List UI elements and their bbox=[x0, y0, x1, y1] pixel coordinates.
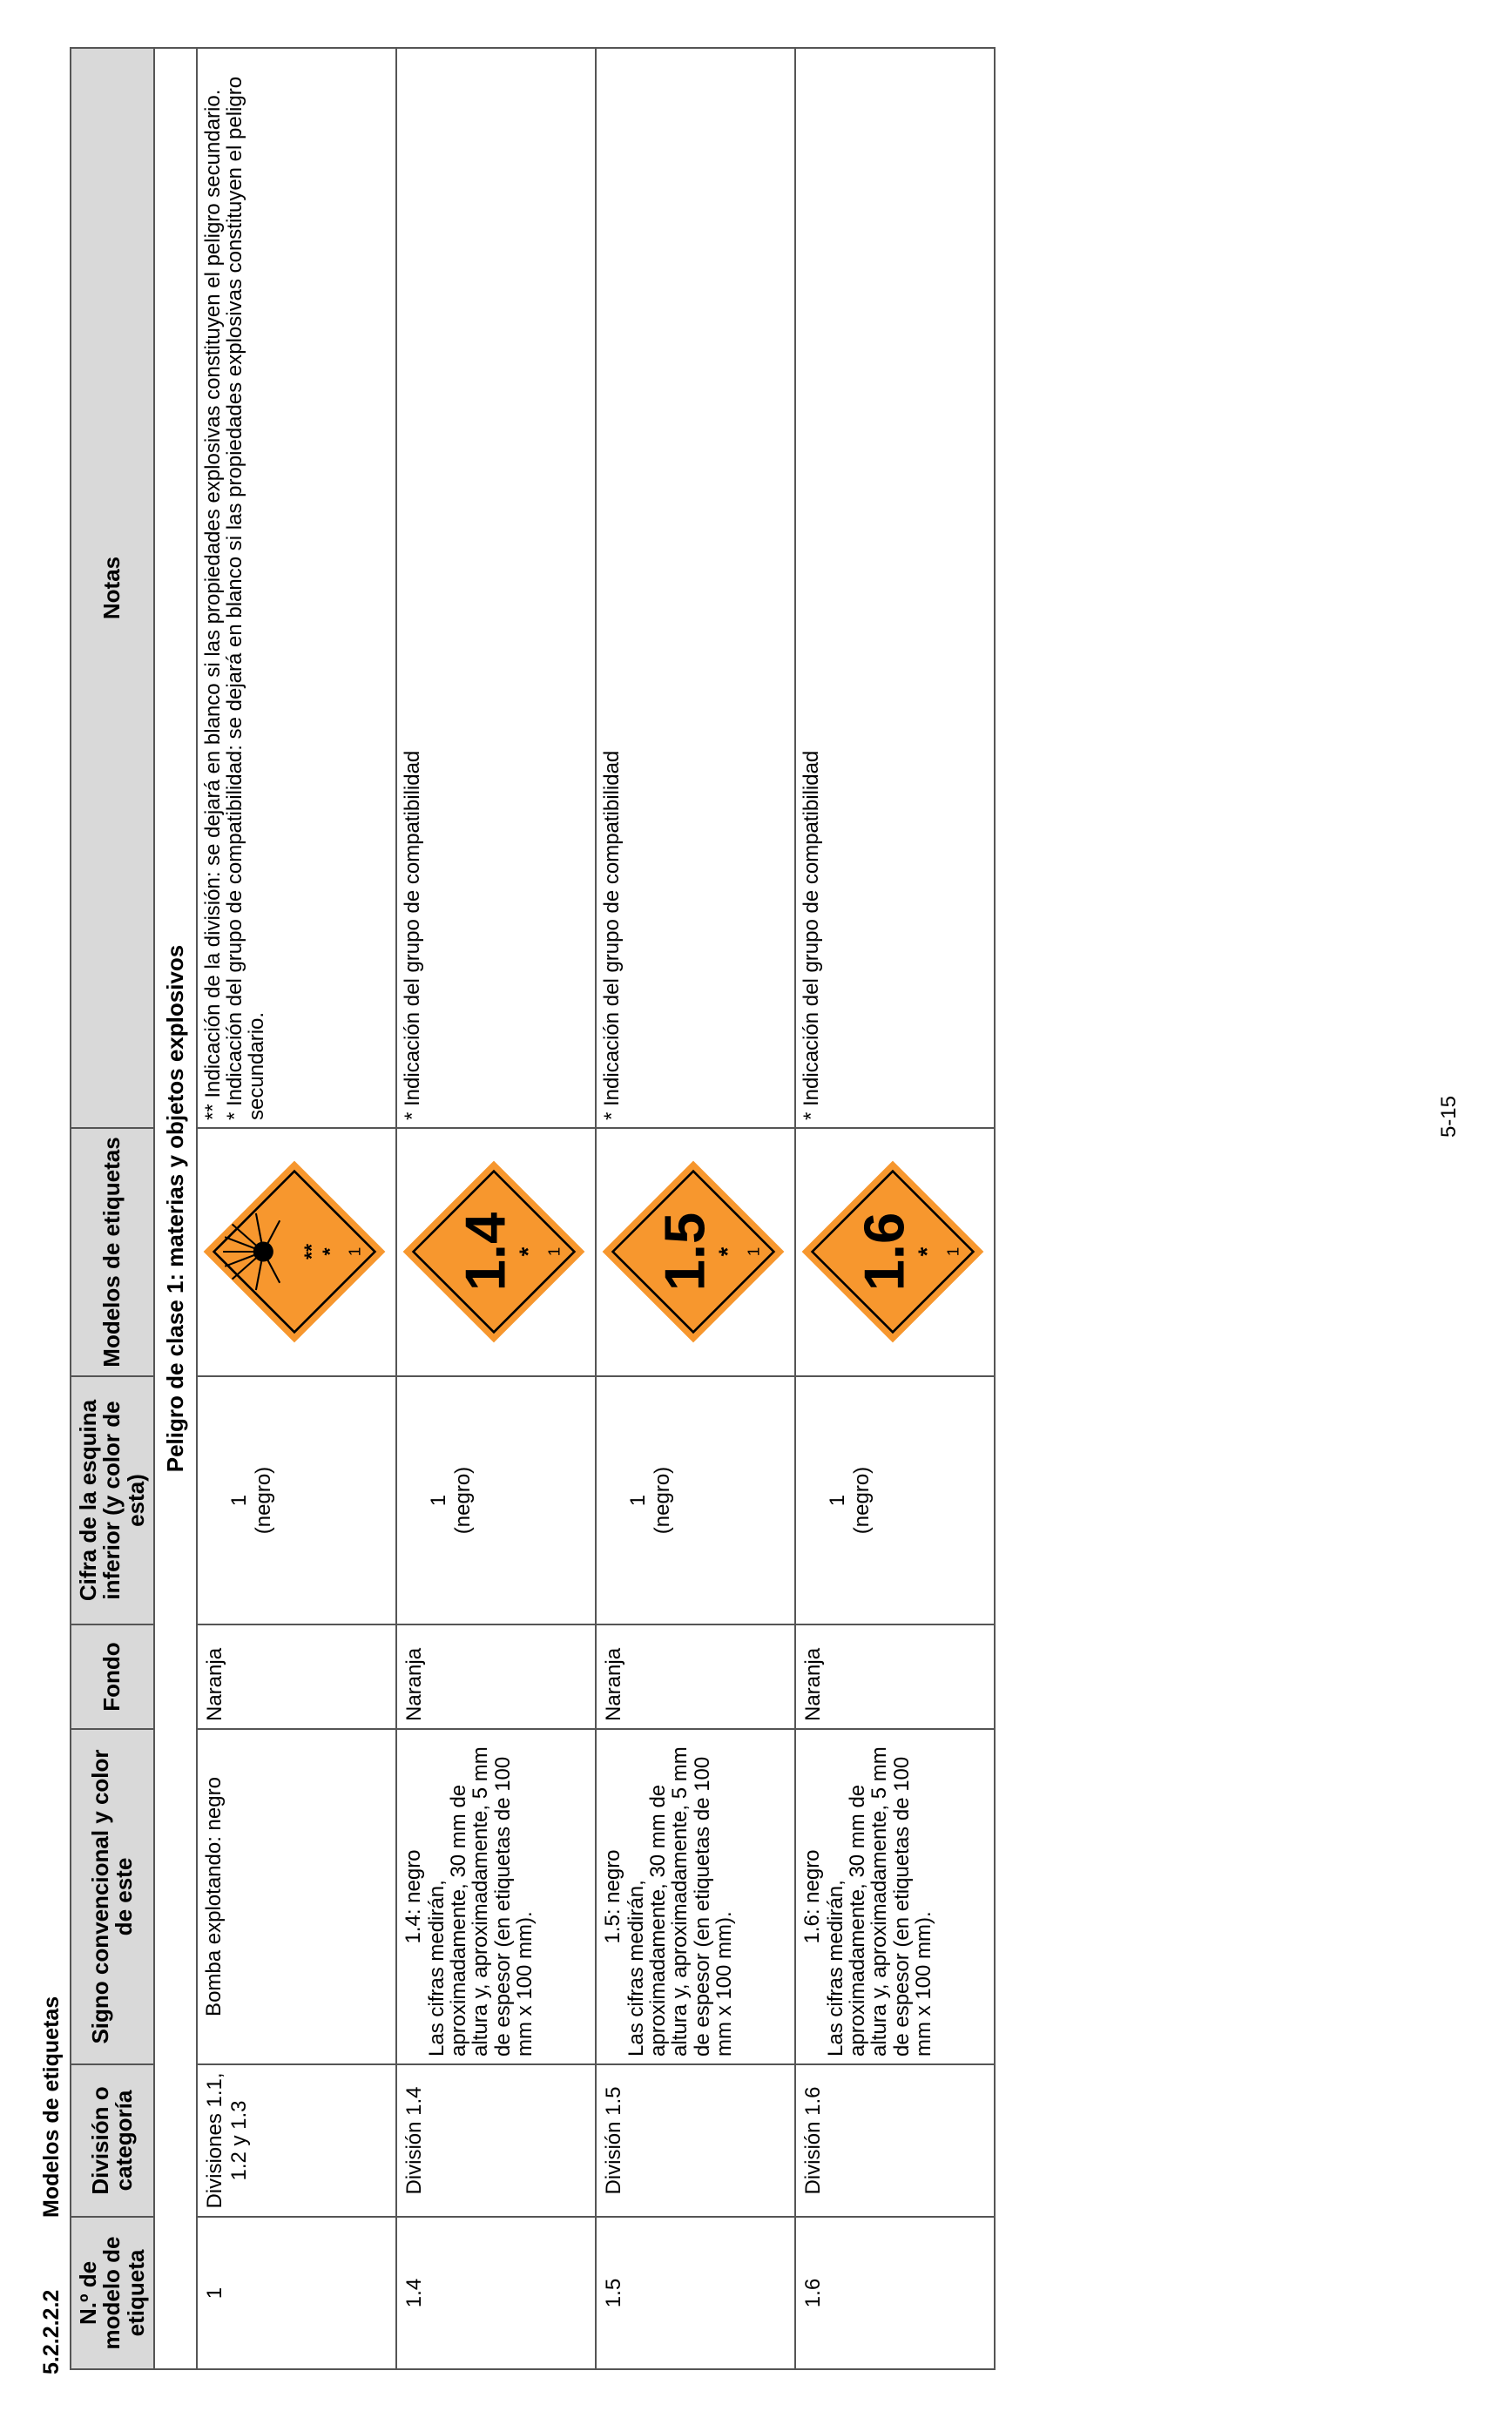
table-row bbox=[197, 48, 396, 2369]
division-label-icon bbox=[602, 1161, 785, 1344]
header-notes: Notas bbox=[71, 48, 154, 1128]
label-corner-number: 1 bbox=[745, 1247, 764, 1257]
division-label-icon bbox=[801, 1161, 984, 1344]
class-band: Peligro de clase 1: materias y objetos explosivos bbox=[154, 48, 197, 2369]
label-corner-number: 1 bbox=[545, 1247, 564, 1257]
division-cell: División 1.6 bbox=[795, 2064, 995, 2217]
label-model-cell bbox=[197, 1128, 396, 1376]
header-row bbox=[71, 48, 154, 2369]
class-band-row bbox=[154, 48, 197, 2369]
compatibility-mark: * bbox=[913, 1247, 941, 1257]
corner-number-cell bbox=[795, 1376, 995, 1624]
corner-number-cell bbox=[396, 1376, 596, 1624]
header-corner: Cifra de la esquina inferior (y color de esta) bbox=[71, 1376, 154, 1624]
compatibility-mark: * bbox=[318, 1248, 341, 1256]
label-model-cell bbox=[795, 1128, 995, 1376]
note-line: * Indicación del grupo de compatibilidad: se dejará en blanco si las propiedades explosivas constituyen el peligro secundario. bbox=[222, 76, 268, 1120]
division-cell: Divisiones 1.1, 1.2 y 1.3 bbox=[197, 2064, 396, 2217]
section-title: Modelos de etiquetas bbox=[39, 1996, 64, 2218]
notes-cell bbox=[197, 48, 396, 1128]
sign-detail: Las cifras medirán, aproximadamente, 30 mm de altura y, aproximadamente, 5 mm de espesor (en etiquetas de 100 mm x 100 mm). bbox=[824, 1746, 935, 2057]
division-cell: División 1.5 bbox=[596, 2064, 795, 2217]
header-division: División o categoría bbox=[71, 2064, 154, 2217]
sign-main: Bomba explotando: negro bbox=[201, 1777, 226, 2016]
corner-color: (negro) bbox=[849, 1466, 874, 1535]
table-row bbox=[795, 48, 995, 2369]
corner-color: (negro) bbox=[251, 1466, 275, 1535]
note-line: * Indicación del grupo de compatibilidad bbox=[599, 750, 624, 1120]
division-label-icon bbox=[402, 1161, 585, 1344]
division-cell: División 1.4 bbox=[396, 2064, 596, 2217]
sign-detail: Las cifras medirán, aproximadamente, 30 mm de altura y, aproximadamente, 5 mm de espesor (en etiquetas de 100 mm x 100 mm). bbox=[624, 1746, 736, 2057]
label-corner-number: 1 bbox=[346, 1247, 365, 1257]
sign-main: 1.6: negro bbox=[800, 1849, 824, 1944]
explosive-bomb-label-icon bbox=[203, 1161, 386, 1344]
header-label-models: Modelos de etiquetas bbox=[71, 1128, 154, 1376]
label-division-number: 1.5 bbox=[652, 1212, 717, 1292]
background-cell: Naranja bbox=[596, 1624, 795, 1729]
label-model-cell bbox=[596, 1128, 795, 1376]
section-number: 5.2.2.2.2 bbox=[39, 2289, 64, 2374]
label-model-cell bbox=[396, 1128, 596, 1376]
sign-detail: Las cifras medirán, aproximadamente, 30 mm de altura y, aproximadamente, 5 mm de espesor (en etiquetas de 100 mm x 100 mm). bbox=[425, 1746, 537, 2057]
sign-cell bbox=[596, 1729, 795, 2064]
corner-number-cell bbox=[197, 1376, 396, 1624]
compatibility-mark: * bbox=[514, 1247, 542, 1257]
model-number-cell: 1.4 bbox=[396, 2217, 596, 2369]
sign-main: 1.4: negro bbox=[401, 1849, 425, 1944]
page-number: 5-15 bbox=[1437, 1096, 1461, 1138]
table-row bbox=[396, 48, 596, 2369]
sign-cell bbox=[396, 1729, 596, 2064]
sign-main: 1.5: negro bbox=[600, 1849, 624, 1944]
corner-number: 1 bbox=[825, 1494, 849, 1507]
label-division-number: 1.6 bbox=[852, 1212, 916, 1292]
corner-number-cell bbox=[596, 1376, 795, 1624]
header-background: Fondo bbox=[71, 1624, 154, 1729]
division-mark: ** bbox=[300, 1244, 323, 1260]
background-cell: Naranja bbox=[795, 1624, 995, 1729]
table-row bbox=[596, 48, 795, 2369]
notes-cell bbox=[795, 48, 995, 1128]
section-heading bbox=[39, 1996, 64, 2374]
corner-color: (negro) bbox=[450, 1466, 475, 1535]
corner-number: 1 bbox=[426, 1494, 450, 1507]
label-corner-number: 1 bbox=[944, 1247, 963, 1257]
labels-table bbox=[70, 47, 996, 2370]
notes-cell bbox=[596, 48, 795, 1128]
note-line: * Indicación del grupo de compatibilidad bbox=[799, 750, 823, 1120]
sign-cell bbox=[197, 1729, 396, 2064]
compatibility-mark: * bbox=[713, 1247, 741, 1257]
model-number-cell: 1.5 bbox=[596, 2217, 795, 2369]
model-number-cell: 1 bbox=[197, 2217, 396, 2369]
corner-number: 1 bbox=[625, 1494, 650, 1507]
model-number-cell: 1.6 bbox=[795, 2217, 995, 2369]
note-line: * Indicación del grupo de compatibilidad bbox=[400, 750, 424, 1120]
notes-cell bbox=[396, 48, 596, 1128]
sign-cell bbox=[795, 1729, 995, 2064]
background-cell: Naranja bbox=[396, 1624, 596, 1729]
background-cell: Naranja bbox=[197, 1624, 396, 1729]
header-model: N.º de modelo de etiqueta bbox=[71, 2217, 154, 2369]
note-line: ** Indicación de la división: se dejará en blanco si las propiedades explosivas constituyen el peligro secundario. bbox=[200, 89, 225, 1120]
header-sign: Signo convencional y color de este bbox=[71, 1729, 154, 2064]
corner-number: 1 bbox=[226, 1494, 251, 1507]
label-division-number: 1.4 bbox=[453, 1212, 517, 1292]
corner-color: (negro) bbox=[650, 1466, 674, 1535]
